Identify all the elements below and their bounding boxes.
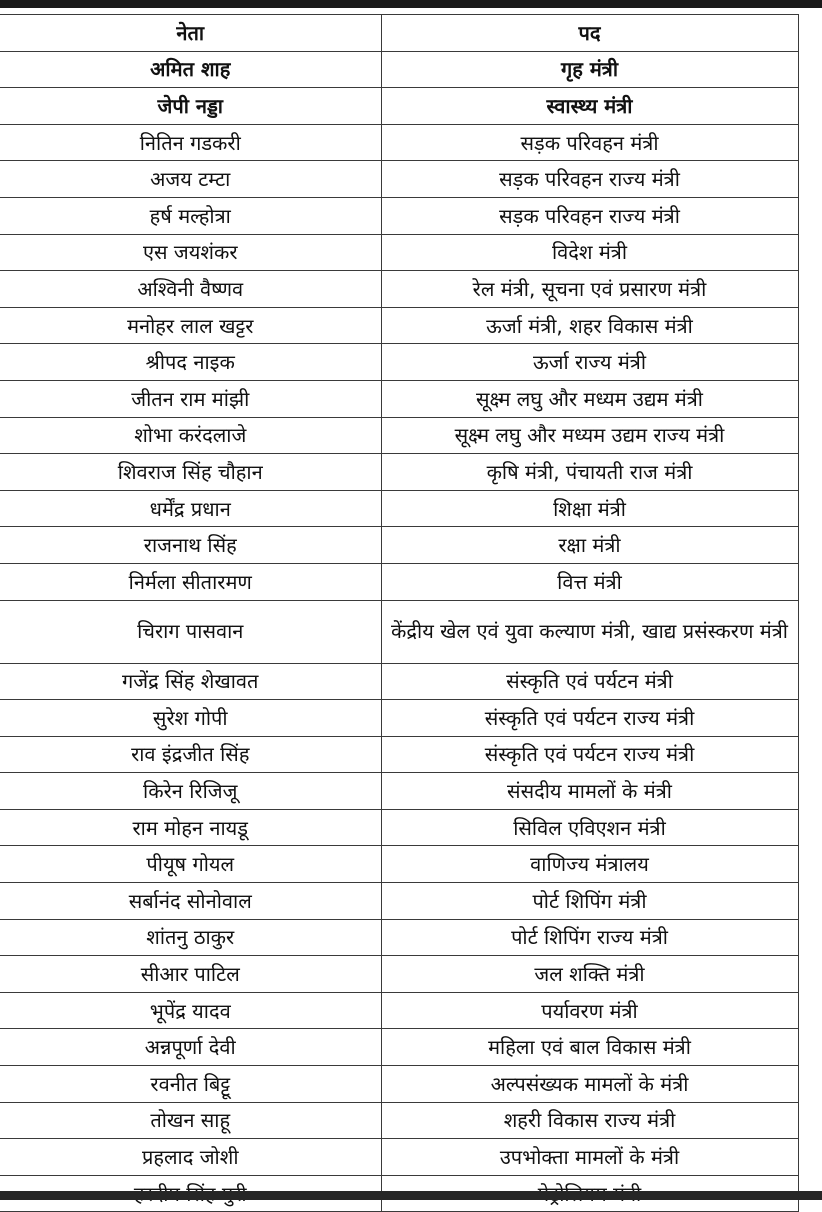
post-cell: सूक्ष्म लघु और मध्यम उद्यम मंत्री [381, 380, 798, 417]
header-leader: नेता [0, 15, 381, 52]
leader-cell: मनोहर लाल खट्टर [0, 307, 381, 344]
table-row [0, 919, 798, 956]
table-row [0, 380, 798, 417]
leader-cell: तोखन साहू [0, 1102, 381, 1139]
header-post: पद [381, 15, 798, 52]
post-cell: सिविल एविएशन मंत्री [381, 809, 798, 846]
table-row [0, 417, 798, 454]
leader-cell: अश्विनी वैष्णव [0, 271, 381, 308]
leader-cell: राव इंद्रजीत सिंह [0, 736, 381, 773]
post-cell: सूक्ष्म लघु और मध्यम उद्यम राज्य मंत्री [381, 417, 798, 454]
leader-cell: सुरेश गोपी [0, 700, 381, 737]
post-cell: संसदीय मामलों के मंत्री [381, 773, 798, 810]
table-header-row [0, 15, 798, 52]
post-cell: विदेश मंत्री [381, 234, 798, 271]
leader-cell: शिवराज सिंह चौहान [0, 454, 381, 491]
post-cell: पोर्ट शिपिंग मंत्री [381, 883, 798, 920]
leader-cell: निर्मला सीतारमण [0, 563, 381, 600]
post-cell: महिला एवं बाल विकास मंत्री [381, 1029, 798, 1066]
leader-cell: राम मोहन नायडू [0, 809, 381, 846]
post-cell: शिक्षा मंत्री [381, 490, 798, 527]
leader-cell: गजेंद्र सिंह शेखावत [0, 663, 381, 700]
table-row [0, 527, 798, 564]
top-border-bar [0, 0, 822, 8]
post-cell: शहरी विकास राज्य मंत्री [381, 1102, 798, 1139]
leader-cell: रवनीत बिट्टू [0, 1066, 381, 1103]
table-row [0, 736, 798, 773]
post-cell: संस्कृति एवं पर्यटन राज्य मंत्री [381, 736, 798, 773]
post-cell: वाणिज्य मंत्रालय [381, 846, 798, 883]
table-row [0, 600, 798, 663]
table-row [0, 271, 798, 308]
leader-cell: चिराग पासवान [0, 600, 381, 663]
post-cell: गृह मंत्री [381, 51, 798, 88]
leader-cell: प्रहलाद जोशी [0, 1139, 381, 1176]
post-cell: अल्पसंख्यक मामलों के मंत्री [381, 1066, 798, 1103]
table-row [0, 992, 798, 1029]
table-row [0, 956, 798, 993]
leader-cell: अमित शाह [0, 51, 381, 88]
post-cell: संस्कृति एवं पर्यटन मंत्री [381, 663, 798, 700]
post-cell: सड़क परिवहन राज्य मंत्री [381, 197, 798, 234]
leader-cell: राजनाथ सिंह [0, 527, 381, 564]
table-row [0, 773, 798, 810]
leader-cell: नितिन गडकरी [0, 124, 381, 161]
table-row [0, 1029, 798, 1066]
post-cell: केंद्रीय खेल एवं युवा कल्याण मंत्री, खाद्य प्रसंस्करण मंत्री [381, 600, 798, 663]
leader-cell: हर्ष मल्होत्रा [0, 197, 381, 234]
leader-cell: शांतनु ठाकुर [0, 919, 381, 956]
leader-cell: भूपेंद्र यादव [0, 992, 381, 1029]
table-row [0, 1102, 798, 1139]
post-cell: ऊर्जा मंत्री, शहर विकास मंत्री [381, 307, 798, 344]
table-row [0, 490, 798, 527]
leader-cell: धर्मेंद्र प्रधान [0, 490, 381, 527]
post-cell: ऊर्जा राज्य मंत्री [381, 344, 798, 381]
post-cell: उपभोक्ता मामलों के मंत्री [381, 1139, 798, 1176]
leader-cell: किरेन रिजिजू [0, 773, 381, 810]
table-body [0, 51, 798, 1212]
table-row [0, 307, 798, 344]
table-row [0, 700, 798, 737]
post-cell: वित्त मंत्री [381, 563, 798, 600]
table-row [0, 454, 798, 491]
table-row [0, 124, 798, 161]
leader-cell: जेपी नड्डा [0, 88, 381, 125]
leader-cell: जीतन राम मांझी [0, 380, 381, 417]
bottom-border-bar [0, 1191, 822, 1200]
leader-cell: पीयूष गोयल [0, 846, 381, 883]
table-row [0, 344, 798, 381]
table-row [0, 809, 798, 846]
table-row [0, 234, 798, 271]
post-cell: संस्कृति एवं पर्यटन राज्य मंत्री [381, 700, 798, 737]
post-cell: पर्यावरण मंत्री [381, 992, 798, 1029]
table-row [0, 1066, 798, 1103]
post-cell: जल शक्ति मंत्री [381, 956, 798, 993]
post-cell: स्वास्थ्य मंत्री [381, 88, 798, 125]
table-row [0, 197, 798, 234]
leader-cell: सीआर पाटिल [0, 956, 381, 993]
post-cell: पोर्ट शिपिंग राज्य मंत्री [381, 919, 798, 956]
post-cell: सड़क परिवहन राज्य मंत्री [381, 161, 798, 198]
table-row [0, 161, 798, 198]
table-row [0, 88, 798, 125]
leader-cell: अजय टम्टा [0, 161, 381, 198]
table-row [0, 663, 798, 700]
leader-cell: शोभा करंदलाजे [0, 417, 381, 454]
post-cell: सड़क परिवहन मंत्री [381, 124, 798, 161]
post-cell: रक्षा मंत्री [381, 527, 798, 564]
table-row [0, 883, 798, 920]
table-row [0, 563, 798, 600]
ministers-table [0, 14, 799, 1212]
leader-cell: सर्बानंद सोनोवाल [0, 883, 381, 920]
ministers-table-container [0, 14, 798, 1212]
table-row [0, 846, 798, 883]
table-row [0, 1139, 798, 1176]
post-cell: रेल मंत्री, सूचना एवं प्रसारण मंत्री [381, 271, 798, 308]
leader-cell: एस जयशंकर [0, 234, 381, 271]
leader-cell: श्रीपद नाइक [0, 344, 381, 381]
table-row [0, 51, 798, 88]
leader-cell: अन्नपूर्णा देवी [0, 1029, 381, 1066]
post-cell: कृषि मंत्री, पंचायती राज मंत्री [381, 454, 798, 491]
